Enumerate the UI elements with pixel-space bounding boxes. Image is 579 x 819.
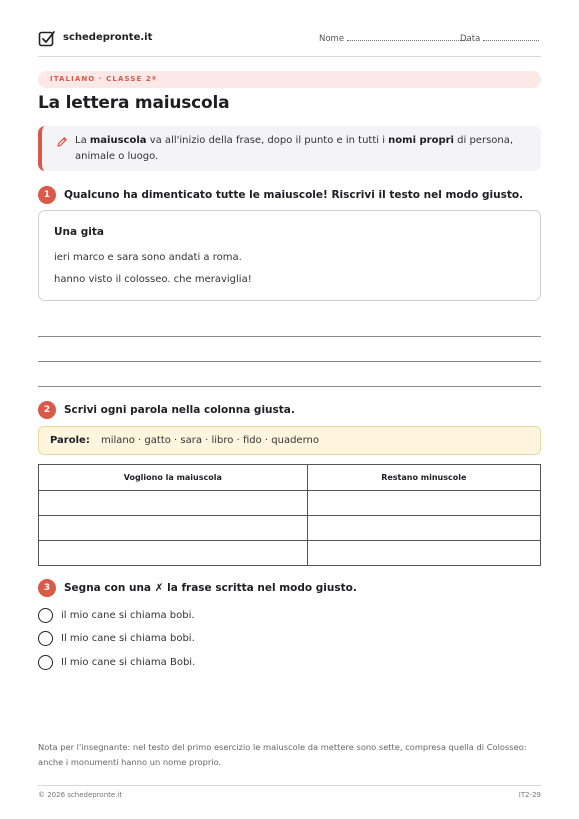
- date-label: Data: [460, 34, 481, 44]
- exercise-number-badge: 2: [38, 401, 56, 419]
- rule-box: [38, 126, 541, 171]
- exercise-number-badge: 3: [38, 579, 56, 597]
- table-cell[interactable]: [39, 516, 308, 541]
- exercise-number-badge: 1: [38, 186, 56, 204]
- word-bank: [38, 426, 541, 455]
- name-field[interactable]: [319, 34, 467, 44]
- rule-keyword-maiuscola: maiuscola: [89, 135, 147, 146]
- rule-keyword-nomi-propri: nomi propri: [388, 135, 454, 146]
- page-header: [38, 30, 541, 57]
- table-cell[interactable]: [307, 516, 540, 541]
- table-cell[interactable]: [39, 491, 308, 516]
- answer-writing-line[interactable]: [38, 386, 541, 387]
- exercise-3-heading: [38, 579, 357, 597]
- table-cell[interactable]: [307, 491, 540, 516]
- choice-label: Il mio cane si chiama Bobi.: [61, 657, 196, 668]
- word-bank-label: Parole:: [50, 435, 90, 446]
- exercise-1-text-box: [38, 210, 541, 301]
- teacher-note: Nota per l'insegnante: nel testo del primo esercizio le maiuscole da mettere sono sette, compresa quella di Colosseo: anche i monumenti hanno un nome proprio.: [38, 742, 527, 767]
- date-field[interactable]: [460, 34, 539, 44]
- subject-label: ITALIANO · CLASSE 2ª: [50, 75, 157, 83]
- text-title: Una gita: [54, 226, 104, 238]
- name-label: Nome: [319, 34, 345, 44]
- answer-writing-line[interactable]: [38, 361, 541, 362]
- column-header-minuscole: Restano minuscole: [307, 465, 540, 491]
- brand-name: schedepronte.it: [63, 32, 153, 43]
- copyright: © 2026 schedepronte.it: [38, 791, 123, 799]
- subject-bar: [38, 71, 541, 88]
- radio-circle-icon[interactable]: [38, 608, 53, 623]
- exercise-3-prompt: Segna con una ✗ la frase scritta nel modo giusto.: [64, 582, 357, 594]
- table-cell[interactable]: [307, 541, 540, 566]
- choice-label: Il mio cane si chiama bobi.: [61, 633, 195, 644]
- radio-circle-icon[interactable]: [38, 655, 53, 670]
- column-header-maiuscola: Vogliono la maiuscola: [39, 465, 308, 491]
- exercise-1-prompt: Qualcuno ha dimenticato tutte le maiuscole! Riscrivi il testo nel modo giusto.: [64, 189, 524, 201]
- worksheet-code: IT2-29: [518, 791, 541, 799]
- text-line: hanno visto il colosseo. che meraviglia!: [54, 274, 252, 285]
- rule-text: La maiuscola va all'inizio della frase, dopo il punto e in tutti i nomi propri di persona, animale o luogo.: [75, 135, 514, 162]
- answer-writing-line[interactable]: [38, 336, 541, 337]
- sorting-table: [38, 464, 541, 566]
- text-line: ieri marco e sara sono andati a roma.: [54, 252, 242, 263]
- pencil-icon: [56, 136, 68, 148]
- word-bank-words: milano · gatto · sara · libro · fido · quaderno: [101, 435, 319, 446]
- table-cell[interactable]: [39, 541, 308, 566]
- exercise-2-prompt: Scrivi ogni parola nella colonna giusta.: [64, 404, 295, 416]
- choice-label: il mio cane si chiama bobi.: [61, 610, 195, 621]
- exercise-2-heading: [38, 401, 295, 419]
- checkbox-logo-icon: [38, 30, 56, 48]
- exercise-1-heading: [38, 186, 523, 204]
- radio-circle-icon[interactable]: [38, 631, 53, 646]
- page-title: La lettera maiuscola: [38, 93, 230, 113]
- page-footer: [38, 785, 541, 799]
